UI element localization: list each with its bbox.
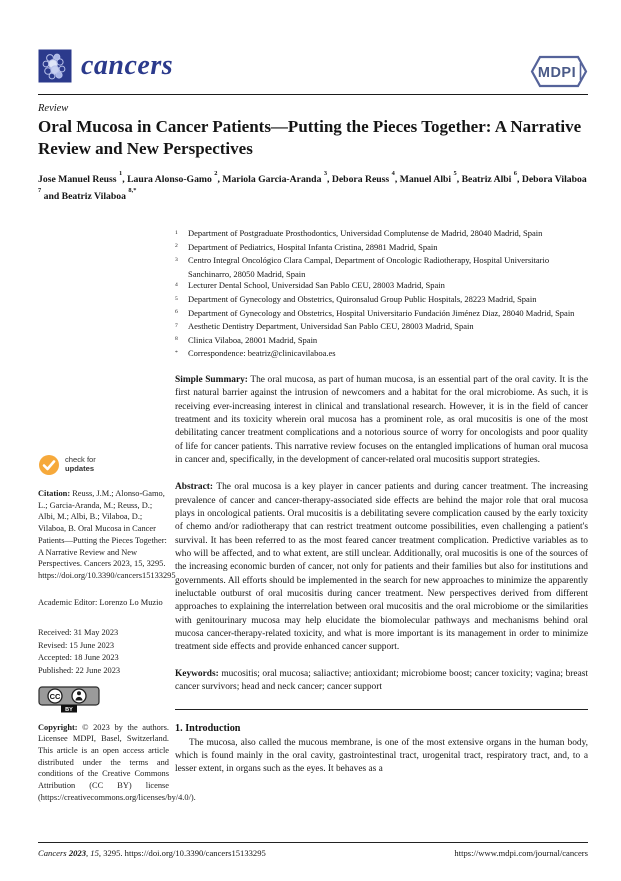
affiliation-row	[175, 242, 588, 256]
abstract-label: Abstract:	[175, 482, 214, 493]
affiliation-text: Correspondence: beatriz@clinicavilaboa.es	[188, 348, 336, 359]
journal-name: cancers	[81, 50, 174, 81]
affiliation-marker: 5	[175, 295, 178, 302]
author-name: Debora Reuss	[331, 174, 390, 186]
affiliation-marker: 2	[175, 243, 178, 250]
affiliation-text: Department of Gynecology and Obstetrics, Hospital Universitario Fundación Jiménez Diaz, 28040 Madrid, Spain	[188, 307, 575, 318]
section-heading-introduction: 1. Introduction	[175, 722, 241, 734]
check-line1: check for	[65, 455, 96, 465]
affiliation-marker: *	[175, 350, 178, 356]
date-row: Published: 22 June 2023	[38, 665, 121, 675]
abstract-text: The oral mucosa is a key player in cancer patients and during cancer treatment. The increasing prevalence of cancer and cancer-therapy-associated side effects are behind the major role that oral mucosa plays in oncological patients. Oral mucositis is a debilitating severe complication caused by the early toxicity of chemo and/or radiotherapy that can restrict treatment outcome possibilities, even challenging a patient's survival. It has been referred to as the most feared cancer treatment complication. Predictive variables as to who will be affected, and to what extent, are still unclear. Additionally, oral mucositis is one of the sources of the increasing economic burden of cancer, not only for patients and their families but also for institutions and governments. All efforts should be implemented in the search for new approaches to minimize the apparently ineluctable outburst of oral mucositis during cancer treatment. New perspectives derived from different approaches to explaining the interrelation between oral mucositis and the oral microbiome or the similarities with genitourinary mucosa may help elucidate the biomolecular pathways and mechanisms behind oral mucosa cancer-therapy-related toxicity, and what is more important is its management in order to minimize treatment side effects and provide enhanced cancer support.	[175, 482, 588, 653]
author-affiliation-marker: 3	[323, 170, 328, 178]
affiliation-text: Department of Gynecology and Obstetrics, Quironsalud Group Public Hospitals, 28223 Madrid, Spain	[188, 293, 537, 304]
affiliation-marker: 4	[175, 282, 178, 289]
footer-journal-url[interactable]: https://www.mdpi.com/journal/cancers	[454, 848, 588, 858]
author-affiliation-marker: 4	[391, 170, 395, 178]
affiliation-text: Department of Postgraduate Prosthodontics, Universidad Complutense de Madrid, 28040 Madrid, Spain	[188, 228, 543, 238]
abstract-divider	[175, 709, 588, 710]
affiliation-marker: 7	[175, 322, 178, 329]
article-dates	[38, 627, 169, 677]
footer-year: 2023	[68, 848, 86, 858]
affiliation-text: Aesthetic Dentistry Department, Universidad San Pablo CEU, 28003 Madrid, Spain	[188, 321, 474, 332]
keywords-label: Keywords:	[175, 668, 219, 679]
affiliation-text: Clinica Vilaboa, 28001 Madrid, Spain	[188, 334, 318, 345]
author-affiliation-marker: 7	[38, 187, 42, 195]
affiliation-text: Department of Pediatrics, Hospital Infanta Cristina, 28981 Madrid, Spain	[188, 241, 438, 252]
cc-by-license-badge[interactable]	[38, 686, 169, 717]
author-affiliation-marker: 1	[119, 170, 123, 178]
author-affiliation-marker: 2	[214, 170, 218, 178]
introduction-paragraph: The mucosa, also called the mucous membrane, is one of the most extensive organs in the human body, which is found mainly in the oral cavity, gastrointestinal tract, urogenital tract, respiratory tract, and, to a lesser extent, in organs such as the eyes. It behaves as a	[175, 737, 588, 775]
author-affiliation-marker: 8,*	[128, 187, 137, 195]
affiliation-row	[175, 321, 588, 335]
citation-text: Reuss, J.M.; Alonso-Gamo, L.; Garcia-Aranda, M.; Reuss, D.; Albi, M.; Albi, B.; Vilaboa, D.; Vilaboa, B. Oral Mucosa in Cancer Patients—Putting the Pieces Together: A Narrative Review and New Perspectives. Cancers 2023, 15, 3295. https://doi.org/10.3390/cancers15133295	[38, 489, 176, 580]
author-name: Beatriz Albi	[461, 174, 512, 186]
affiliation-row	[175, 335, 588, 349]
author-name: Manuel Albi	[399, 174, 452, 186]
simple-summary-text: The oral mucosa, as part of human mucosa, is an essential part of the oral cavity. It is the first natural barrier against the intrusion of newcomers and a habitat for the oral microbiome. As such, it is receiving ever-increasing interest in clinical and translational research. However, it is in the field of cancer treatment and its toxicity wherein oral mucosa has a prominent role, as oral mucositis is one of the most debilitating cancer treatment complications and a notorious source of worry for oncologists and poor quality of life for cancer patients. This narrative review focuses on the entangled implications of human oral mucosa in cancer and, specifically, in the development of cancer-related oral mucositis support strategies.	[175, 374, 588, 465]
affiliation-row	[175, 294, 588, 308]
copyright-text: © 2023 by the authors. Licensee MDPI, Basel, Switzerland. This article is an open access article distributed under the terms and conditions of the Creative Commons Attribution (CC BY) license (https://creativecommons.org/licenses/by/4.0/).	[38, 722, 196, 802]
author-name: Beatriz Vilaboa	[61, 190, 126, 202]
affiliation-row	[175, 308, 588, 322]
date-row: Received: 31 May 2023	[38, 628, 119, 638]
svg-text:MDPI: MDPI	[537, 65, 577, 81]
journal-logo	[38, 49, 173, 83]
svg-text:BY: BY	[65, 706, 73, 713]
affiliation-text: Lecturer Dental School, Universidad San Pablo CEU, 28003 Madrid, Spain	[188, 280, 445, 291]
footer-volume: 15	[90, 848, 99, 858]
affiliation-row	[175, 255, 588, 280]
date-row: Revised: 15 June 2023	[38, 640, 115, 650]
author-name: Jose Manuel Reuss	[38, 174, 117, 186]
copyright-label: Copyright:	[38, 722, 78, 732]
svg-text:CC: CC	[49, 691, 61, 701]
affiliation-text: Centro Integral Oncológico Clara Campal, Department of Oncologic Radiotherapy, Hospital Universitario Sanchinarro, 28050 Madrid, Spain	[188, 255, 550, 279]
affiliation-marker: 1	[175, 229, 178, 236]
journal-header	[38, 0, 588, 95]
check-icon	[38, 454, 60, 476]
page-footer	[38, 848, 588, 858]
author-name: Laura Alonso-Gamo	[127, 174, 212, 186]
check-line2: updates	[65, 464, 95, 473]
article-type-label: Review	[38, 103, 69, 114]
copyright-notice	[38, 722, 196, 804]
article-title: Oral Mucosa in Cancer Patients—Putting the Pieces Together: A Narrative Review and New Perspectives	[38, 117, 582, 158]
affiliation-row	[175, 228, 588, 242]
affiliation-marker: 6	[175, 309, 178, 316]
academic-editor: Academic Editor: Lorenzo Lo Muzio	[38, 597, 163, 607]
mdpi-logo-icon[interactable]	[530, 53, 588, 95]
affiliation-row	[175, 280, 588, 294]
affiliation-marker: 3	[175, 256, 178, 263]
author-affiliation-marker: 6	[513, 170, 517, 178]
footer-journal-name: Cancers	[38, 848, 67, 858]
cancers-logo-icon	[38, 49, 72, 83]
affiliation-row	[175, 348, 588, 362]
authors-line: Jose Manuel Reuss $^1$, Laura Alonso-Gamo $^2$, Mariola Garcia-Aranda $^3$, Debora Reuss $^4$, Manuel Albi $^5$, Beatriz Albi $^6$, Debora Vilaboa $^7$ and Beatriz Vilaboa $^{8,*}$	[38, 170, 587, 202]
author-name: Debora Vilaboa	[521, 174, 587, 186]
affiliation-marker: 8	[175, 336, 178, 343]
author-affiliation-marker: 5	[453, 170, 457, 178]
check-for-updates-label	[65, 456, 96, 473]
check-for-updates-badge[interactable]	[38, 454, 169, 476]
keywords	[175, 668, 588, 695]
simple-summary-label: Simple Summary:	[175, 374, 248, 385]
affiliations-list	[175, 228, 588, 362]
abstract	[175, 481, 588, 654]
footer-divider	[38, 842, 588, 843]
citation-label: Citation:	[38, 489, 71, 498]
citation-block	[38, 488, 176, 582]
author-name: Mariola Garcia-Aranda	[222, 174, 322, 186]
date-row: Accepted: 18 June 2023	[38, 653, 119, 663]
footer-doi: , 3295. https://doi.org/10.3390/cancers15133295	[98, 848, 266, 858]
footer-citation[interactable]: Cancers 2023, 15, 3295. https://doi.org/10.3390/cancers15133295	[38, 848, 266, 858]
keywords-text: mucositis; oral mucosa; saliactive; antioxidant; microbiome boost; cancer toxicity; vagina; breast cancer survivors; head and neck cancer; cancer support	[175, 668, 588, 693]
main-column	[175, 228, 588, 777]
simple-summary	[175, 374, 588, 467]
